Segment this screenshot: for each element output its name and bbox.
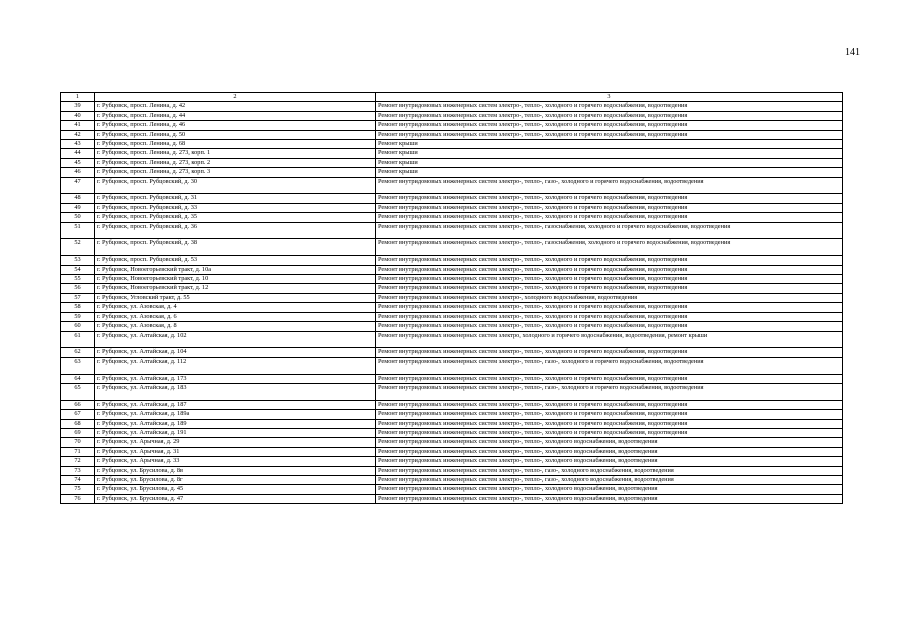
- row-address-cell: г. Рубцовск, ул. Алтайская, д. 183: [95, 383, 376, 400]
- table-row: [61, 494, 843, 503]
- row-number-cell: 51: [61, 222, 95, 239]
- table-row: [61, 475, 843, 484]
- row-number-cell: 43: [61, 140, 95, 149]
- table-row: [61, 121, 843, 130]
- row-work-cell: Ремонт внутридомовых инженерных систем электро-, тепло-, холодного и горячего водоснабжения, водоотведения: [376, 303, 843, 312]
- row-number-cell: 69: [61, 428, 95, 437]
- row-number-cell: 58: [61, 303, 95, 312]
- row-address-cell: г. Рубцовск, ул. Алтайская, д. 104: [95, 348, 376, 357]
- table-row: [61, 213, 843, 222]
- row-work-cell: Ремонт внутридомовых инженерных систем электро-, тепло-, газо-, холодного и горячего водоснабжения, водоотведения: [376, 177, 843, 194]
- table-row: [61, 428, 843, 437]
- row-number-cell: 59: [61, 312, 95, 321]
- row-work-cell: Ремонт внутридомовых инженерных систем электро-, тепло-, холодного и горячего водоснабжения, водоотведения: [376, 130, 843, 139]
- row-address-cell: г. Рубцовск, ул. Алтайская, д. 112: [95, 357, 376, 374]
- row-number-cell: 53: [61, 256, 95, 265]
- row-work-cell: Ремонт внутридомовых инженерных систем электро-, тепло-, холодного водоснабжения, водоотведения: [376, 438, 843, 447]
- row-address-cell: г. Рубцовск, ул. Азовская, д. 8: [95, 322, 376, 331]
- row-work-cell: Ремонт внутридомовых инженерных систем электро-, тепло-, холодного и горячего водоснабжения, водоотведения: [376, 256, 843, 265]
- row-address-cell: г. Рубцовск, ул. Алтайская, д. 191: [95, 428, 376, 437]
- row-work-cell: Ремонт внутридомовых инженерных систем электро-, тепло-, газоснабжения, холодного и горячего водоснабжения, водоотведения: [376, 239, 843, 256]
- row-address-cell: г. Рубцовск, ул. Алтайская, д. 189а: [95, 410, 376, 419]
- row-address-cell: г. Рубцовск, ул. Брусилова, д. 45: [95, 485, 376, 494]
- row-address-cell: г. Рубцовск, просп. Ленина, д. 68: [95, 140, 376, 149]
- table-row: [61, 447, 843, 456]
- row-address-cell: г. Рубцовск, ул. Алтайская, д. 173: [95, 374, 376, 383]
- repair-registry-table: [60, 92, 843, 504]
- page-number: 141: [845, 47, 860, 58]
- row-work-cell: Ремонт внутридомовых инженерных систем электро-, тепло-, холодного и горячего водоснабжения, водоотведения: [376, 275, 843, 284]
- row-number-cell: 67: [61, 410, 95, 419]
- table-row: [61, 303, 843, 312]
- row-number-cell: 46: [61, 168, 95, 177]
- row-address-cell: г. Рубцовск, просп. Рубцовский, д. 36: [95, 222, 376, 239]
- row-work-cell: Ремонт внутридомовых инженерных систем электро-, тепло-, холодного и горячего водоснабжения, водоотведения: [376, 419, 843, 428]
- row-address-cell: г. Рубцовск, просп. Рубцовский, д. 38: [95, 239, 376, 256]
- row-work-cell: Ремонт внутридомовых инженерных систем электро-, тепло-, холодного и горячего водоснабжения, водоотведения: [376, 322, 843, 331]
- table-row: [61, 203, 843, 212]
- table-row: [61, 331, 843, 348]
- row-work-cell: Ремонт внутридомовых инженерных систем электро-, тепло-, холодного водоснабжения, водоотведения: [376, 485, 843, 494]
- row-address-cell: г. Рубцовск, Новоегорьевский тракт, д. 10: [95, 275, 376, 284]
- row-work-cell: Ремонт внутридомовых инженерных систем электро-, холодного водоснабжения, водоотведения: [376, 293, 843, 302]
- row-number-cell: 72: [61, 457, 95, 466]
- row-address-cell: г. Рубцовск, ул. Алтайская, д. 187: [95, 400, 376, 409]
- row-address-cell: г. Рубцовск, ул. Азовская, д. 4: [95, 303, 376, 312]
- table-row: [61, 357, 843, 374]
- column-address-header: 2: [95, 93, 376, 102]
- table-row: [61, 457, 843, 466]
- row-number-cell: 66: [61, 400, 95, 409]
- row-address-cell: г. Рубцовск, ул. Азовская, д. 6: [95, 312, 376, 321]
- row-address-cell: г. Рубцовск, Новоегорьевский тракт, д. 12: [95, 284, 376, 293]
- row-address-cell: г. Рубцовск, просп. Рубцовский, д. 30: [95, 177, 376, 194]
- row-work-cell: Ремонт внутридомовых инженерных систем электро-, тепло-, холодного и горячего водоснабжения, водоотведения: [376, 203, 843, 212]
- row-address-cell: г. Рубцовск, просп. Рубцовский, д. 31: [95, 194, 376, 203]
- row-address-cell: г. Рубцовск, ул. Алтайская, д. 102: [95, 331, 376, 348]
- row-number-cell: 61: [61, 331, 95, 348]
- table-row: [61, 438, 843, 447]
- table-row: [61, 102, 843, 111]
- row-work-cell: Ремонт внутридомовых инженерных систем электро-, тепло-, холодного и горячего водоснабжения, водоотведения: [376, 400, 843, 409]
- row-number-cell: 39: [61, 102, 95, 111]
- row-number-cell: 71: [61, 447, 95, 456]
- row-work-cell: Ремонт внутридомовых инженерных систем электро-, тепло-, газо-, холодного и горячего водоснабжения, водоотведения: [376, 357, 843, 374]
- row-work-cell: Ремонт внутридомовых инженерных систем электро-, тепло-, холодного и горячего водоснабжения, водоотведения: [376, 284, 843, 293]
- table-row: [61, 374, 843, 383]
- row-address-cell: г. Рубцовск, просп. Ленина, д. 273, корп. 2: [95, 158, 376, 167]
- table-row: [61, 239, 843, 256]
- table-row: [61, 158, 843, 167]
- table-row: [61, 419, 843, 428]
- row-number-cell: 76: [61, 494, 95, 503]
- row-work-cell: Ремонт крыши: [376, 149, 843, 158]
- table-row: [61, 168, 843, 177]
- table-row: [61, 222, 843, 239]
- row-address-cell: г. Рубцовск, ул. Брусилова, д. 8в: [95, 466, 376, 475]
- row-work-cell: Ремонт внутридомовых инженерных систем электро-, тепло-, газо-, холодного водоснабжения, водоотведения: [376, 466, 843, 475]
- row-work-cell: Ремонт внутридомовых инженерных систем электро-, тепло-, холодного и горячего водоснабжения, водоотведения: [376, 213, 843, 222]
- table-row: [61, 111, 843, 120]
- table-row: [61, 130, 843, 139]
- row-work-cell: Ремонт крыши: [376, 168, 843, 177]
- table-row: [61, 348, 843, 357]
- table-body: [61, 93, 843, 504]
- row-address-cell: г. Рубцовск, ул. Арычная, д. 33: [95, 457, 376, 466]
- row-work-cell: Ремонт крыши: [376, 158, 843, 167]
- table-row: [61, 383, 843, 400]
- row-address-cell: г. Рубцовск, просп. Ленина, д. 273, корп. 1: [95, 149, 376, 158]
- row-number-cell: 41: [61, 121, 95, 130]
- row-number-cell: 60: [61, 322, 95, 331]
- row-work-cell: Ремонт внутридомовых инженерных систем электро-, тепло-, холодного водоснабжения, водоотведения: [376, 447, 843, 456]
- row-number-cell: 68: [61, 419, 95, 428]
- row-address-cell: г. Рубцовск, просп. Ленина, д. 42: [95, 102, 376, 111]
- row-work-cell: Ремонт внутридомовых инженерных систем электро-, тепло-, холодного водоснабжения, водоотведения: [376, 457, 843, 466]
- table-row: [61, 265, 843, 274]
- table-row: [61, 140, 843, 149]
- table-row: [61, 149, 843, 158]
- table-row: [61, 256, 843, 265]
- row-number-cell: 62: [61, 348, 95, 357]
- table-row: [61, 410, 843, 419]
- row-work-cell: Ремонт внутридомовых инженерных систем электро-, тепло-, холодного и горячего водоснабжения, водоотведения: [376, 102, 843, 111]
- row-address-cell: г. Рубцовск, просп. Ленина, д. 44: [95, 111, 376, 120]
- row-number-cell: 54: [61, 265, 95, 274]
- row-address-cell: г. Рубцовск, ул. Алтайская, д. 189: [95, 419, 376, 428]
- row-work-cell: Ремонт внутридомовых инженерных систем электро-, тепло-, холодного и горячего водоснабжения, водоотведения: [376, 265, 843, 274]
- row-address-cell: г. Рубцовск, просп. Ленина, д. 50: [95, 130, 376, 139]
- row-address-cell: г. Рубцовск, просп. Рубцовский, д. 35: [95, 213, 376, 222]
- row-work-cell: Ремонт внутридомовых инженерных систем электро-, тепло-, газоснабжения, холодного и горячего водоснабжения, водоотведения: [376, 222, 843, 239]
- row-work-cell: Ремонт внутридомовых инженерных систем электро-, тепло-, холодного и горячего водоснабжения, водоотведения: [376, 410, 843, 419]
- row-number-cell: 40: [61, 111, 95, 120]
- table-row: [61, 312, 843, 321]
- row-address-cell: г. Рубцовск, Угловский тракт, д. 55: [95, 293, 376, 302]
- row-number-cell: 48: [61, 194, 95, 203]
- row-number-cell: 50: [61, 213, 95, 222]
- row-number-cell: 75: [61, 485, 95, 494]
- column-number-header: 1: [61, 93, 95, 102]
- row-number-cell: 56: [61, 284, 95, 293]
- row-work-cell: Ремонт внутридомовых инженерных систем электро, холодного и горячего водоснабжения, водоотведения, ремонт крыши: [376, 331, 843, 348]
- row-number-cell: 74: [61, 475, 95, 484]
- row-address-cell: г. Рубцовск, Новоегорьевский тракт, д. 10а: [95, 265, 376, 274]
- row-number-cell: 44: [61, 149, 95, 158]
- row-address-cell: г. Рубцовск, ул. Брусилова, д. 47: [95, 494, 376, 503]
- row-address-cell: г. Рубцовск, ул. Арычная, д. 29: [95, 438, 376, 447]
- row-number-cell: 49: [61, 203, 95, 212]
- row-work-cell: Ремонт внутридомовых инженерных систем электро-, тепло-, холодного и горячего водоснабжения, водоотведения: [376, 312, 843, 321]
- table-row: [61, 400, 843, 409]
- row-number-cell: 64: [61, 374, 95, 383]
- table-row: [61, 275, 843, 284]
- row-address-cell: г. Рубцовск, ул. Арычная, д. 31: [95, 447, 376, 456]
- row-address-cell: г. Рубцовск, ул. Брусилова, д. 8г: [95, 475, 376, 484]
- row-number-cell: 57: [61, 293, 95, 302]
- row-work-cell: Ремонт внутридомовых инженерных систем электро-, тепло-, холодного и горячего водоснабжения, водоотведения: [376, 428, 843, 437]
- row-number-cell: 70: [61, 438, 95, 447]
- row-work-cell: Ремонт внутридомовых инженерных систем электро-, тепло-, газо-, холодного водоснабжения, водоотведения: [376, 475, 843, 484]
- row-work-cell: Ремонт крыши: [376, 140, 843, 149]
- row-work-cell: Ремонт внутридомовых инженерных систем электро-, тепло-, холодного и горячего водоснабжения, водоотведения: [376, 348, 843, 357]
- table-row: [61, 177, 843, 194]
- row-number-cell: 42: [61, 130, 95, 139]
- table-row: [61, 466, 843, 475]
- row-work-cell: Ремонт внутридомовых инженерных систем электро-, тепло-, холодного и горячего водоснабжения, водоотведения: [376, 194, 843, 203]
- row-work-cell: Ремонт внутридомовых инженерных систем электро-, тепло-, холодного водоснабжения, водоотведения: [376, 494, 843, 503]
- row-number-cell: 52: [61, 239, 95, 256]
- row-address-cell: г. Рубцовск, просп. Рубцовский, д. 33: [95, 203, 376, 212]
- row-address-cell: г. Рубцовск, просп. Рубцовский, д. 53: [95, 256, 376, 265]
- row-work-cell: Ремонт внутридомовых инженерных систем электро-, тепло-, холодного и горячего водоснабжения, водоотведения: [376, 374, 843, 383]
- row-number-cell: 55: [61, 275, 95, 284]
- row-address-cell: г. Рубцовск, просп. Ленина, д. 273, корп. 3: [95, 168, 376, 177]
- table-row: [61, 485, 843, 494]
- row-number-cell: 63: [61, 357, 95, 374]
- row-work-cell: Ремонт внутридомовых инженерных систем электро-, тепло-, холодного и горячего водоснабжения, водоотведения: [376, 121, 843, 130]
- row-number-cell: 45: [61, 158, 95, 167]
- row-number-cell: 47: [61, 177, 95, 194]
- row-number-cell: 65: [61, 383, 95, 400]
- row-number-cell: 73: [61, 466, 95, 475]
- table-row: [61, 293, 843, 302]
- table-row: [61, 322, 843, 331]
- row-work-cell: Ремонт внутридомовых инженерных систем электро-, тепло-, холодного и горячего водоснабжения, водоотведения: [376, 111, 843, 120]
- column-work-header: 3: [376, 93, 843, 102]
- table-row: [61, 284, 843, 293]
- table-row: [61, 194, 843, 203]
- row-address-cell: г. Рубцовск, просп. Ленина, д. 46: [95, 121, 376, 130]
- table-header-row: [61, 93, 843, 102]
- row-work-cell: Ремонт внутридомовых инженерных систем электро-, тепло-, газо-, холодного и горячего водоснабжения, водоотведения: [376, 383, 843, 400]
